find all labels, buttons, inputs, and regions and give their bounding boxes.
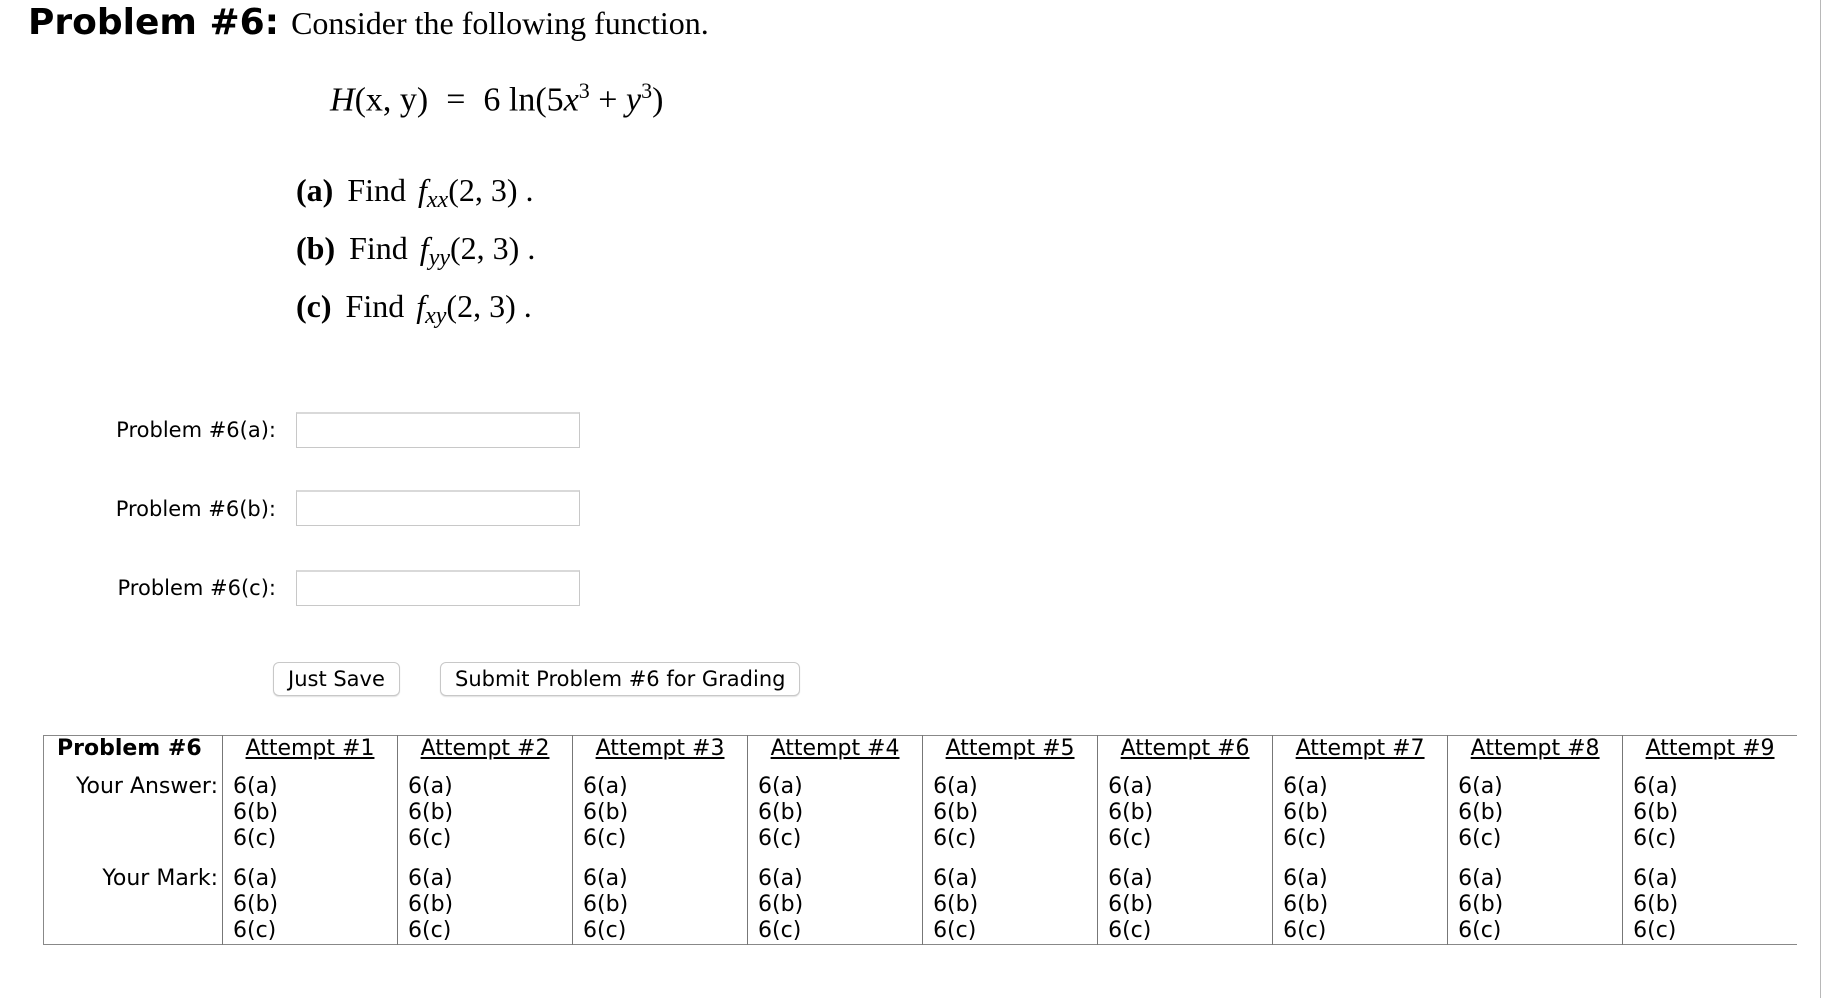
your-answer-label: Your Answer: [75, 774, 218, 799]
attempt-8-answer-cell [1448, 772, 1623, 864]
cell-line-b: 6(b) [1458, 800, 1504, 825]
cell-line-b: 6(b) [583, 892, 629, 917]
cell-line-a: 6(a) [408, 774, 453, 799]
cell-line-c: 6(c) [233, 918, 277, 943]
part-label: (c) [296, 288, 332, 324]
formula-plus: + [589, 81, 626, 119]
cell-line-b: 6(b) [758, 800, 804, 825]
part-verb: Find [345, 288, 405, 324]
cell-line-a: 6(a) [583, 866, 628, 891]
attempt-link-7[interactable]: Attempt #7 [1295, 736, 1425, 761]
cell-line-c: 6(c) [1283, 826, 1327, 851]
cell-line-b: 6(b) [1633, 892, 1679, 917]
attempt-link-8[interactable]: Attempt #8 [1470, 736, 1600, 761]
attempt-header-1 [223, 736, 398, 773]
cell-line-a: 6(a) [233, 866, 278, 891]
cell-line-c: 6(c) [758, 826, 802, 851]
problem-heading [28, 2, 709, 43]
formula-x: x [563, 81, 579, 119]
cell-line-b: 6(b) [933, 800, 979, 825]
cell-line-a: 6(a) [1458, 774, 1503, 799]
attempt-header-4 [748, 736, 923, 773]
cell-line-c: 6(c) [1283, 918, 1327, 943]
attempt-1-mark-cell [223, 864, 398, 945]
submit-problem-button[interactable]: Submit Problem #6 for Grading [440, 662, 800, 696]
attempt-9-mark-cell [1623, 864, 1797, 945]
cell-line-b: 6(b) [233, 892, 279, 917]
cell-line-a: 6(a) [408, 866, 453, 891]
attempts-corner-label: Problem #6 [57, 736, 202, 761]
attempt-5-mark-cell [923, 864, 1098, 945]
cell-line-a: 6(a) [758, 866, 803, 891]
cell-line-c: 6(c) [933, 918, 977, 943]
your-mark-row [44, 864, 1798, 945]
cell-line-b: 6(b) [233, 800, 279, 825]
part-a-prompt [296, 172, 534, 214]
cell-line-c: 6(c) [758, 918, 802, 943]
cell-line-a: 6(a) [758, 774, 803, 799]
cell-line-b: 6(b) [1458, 892, 1504, 917]
cell-line-b: 6(b) [1633, 800, 1679, 825]
cell-line-a: 6(a) [1458, 866, 1503, 891]
cell-line-a: 6(a) [1108, 774, 1153, 799]
attempt-header-6 [1098, 736, 1273, 773]
function-formula [330, 78, 663, 119]
cell-line-b: 6(b) [1108, 800, 1154, 825]
part-c-prompt [296, 288, 532, 330]
formula-x-exponent: 3 [578, 78, 590, 103]
cell-line-a: 6(a) [1633, 866, 1678, 891]
answer-a-input[interactable] [296, 412, 580, 448]
formula-y-exponent: 3 [641, 78, 653, 103]
attempt-header-7 [1273, 736, 1448, 773]
cell-line-c: 6(c) [1633, 918, 1677, 943]
part-args: (2, 3) . [446, 288, 532, 324]
part-subscript: xx [426, 187, 449, 213]
formula-coefficient: 6 ln(5 [483, 81, 564, 119]
attempt-link-3[interactable]: Attempt #3 [595, 736, 725, 761]
cell-line-b: 6(b) [583, 800, 629, 825]
attempt-7-mark-cell [1273, 864, 1448, 945]
cell-line-a: 6(a) [1633, 774, 1678, 799]
cell-line-a: 6(a) [933, 866, 978, 891]
part-label: (b) [296, 230, 336, 266]
page-right-border [1820, 0, 1821, 998]
part-verb: Find [349, 230, 408, 266]
answer-b-label: Problem #6(b): [115, 497, 276, 521]
answer-b-input[interactable] [296, 490, 580, 526]
part-verb: Find [347, 172, 406, 208]
attempt-header-8 [1448, 736, 1623, 773]
attempt-link-1[interactable]: Attempt #1 [245, 736, 375, 761]
problem-intro: Consider the following function. [291, 5, 709, 41]
cell-line-b: 6(b) [1283, 892, 1329, 917]
your-answer-row [44, 772, 1798, 864]
attempt-link-5[interactable]: Attempt #5 [945, 736, 1075, 761]
part-fn: f [416, 288, 426, 324]
attempt-link-6[interactable]: Attempt #6 [1120, 736, 1250, 761]
formula-fn-name: H [330, 81, 355, 119]
your-mark-label: Your Mark: [102, 866, 218, 891]
cell-line-a: 6(a) [1108, 866, 1153, 891]
cell-line-a: 6(a) [233, 774, 278, 799]
cell-line-b: 6(b) [408, 892, 454, 917]
attempt-4-mark-cell [748, 864, 923, 945]
attempt-6-answer-cell [1098, 772, 1273, 864]
cell-line-b: 6(b) [1283, 800, 1329, 825]
formula-y: y [625, 81, 642, 119]
problem-number: Problem #6: [28, 2, 280, 43]
cell-line-a: 6(a) [1283, 774, 1328, 799]
attempt-8-mark-cell [1448, 864, 1623, 945]
cell-line-c: 6(c) [1458, 826, 1502, 851]
attempts-table [43, 735, 1797, 945]
cell-line-c: 6(c) [1108, 918, 1152, 943]
part-label: (a) [296, 172, 334, 208]
answer-a-label: Problem #6(a): [116, 418, 276, 442]
attempt-3-mark-cell [573, 864, 748, 945]
cell-line-c: 6(c) [1633, 826, 1677, 851]
attempt-1-answer-cell [223, 772, 398, 864]
formula-args: (x, y) [354, 81, 429, 119]
cell-line-a: 6(a) [583, 774, 628, 799]
cell-line-c: 6(c) [408, 918, 452, 943]
part-fn: f [418, 172, 427, 208]
cell-line-c: 6(c) [933, 826, 977, 851]
attempt-9-answer-cell [1623, 772, 1797, 864]
attempt-3-answer-cell [573, 772, 748, 864]
attempt-header-2 [398, 736, 573, 773]
cell-line-c: 6(c) [1108, 826, 1152, 851]
cell-line-c: 6(c) [583, 918, 627, 943]
part-subscript: yy [428, 245, 450, 271]
cell-line-b: 6(b) [408, 800, 454, 825]
answer-c-input[interactable] [296, 570, 580, 606]
attempt-header-3 [573, 736, 748, 773]
attempt-7-answer-cell [1273, 772, 1448, 864]
cell-line-c: 6(c) [408, 826, 452, 851]
attempt-2-answer-cell [398, 772, 573, 864]
attempt-link-2[interactable]: Attempt #2 [420, 736, 550, 761]
attempt-6-mark-cell [1098, 864, 1273, 945]
part-b-prompt [296, 230, 535, 272]
part-args: (2, 3) . [450, 230, 536, 266]
attempt-5-answer-cell [923, 772, 1098, 864]
cell-line-a: 6(a) [1283, 866, 1328, 891]
attempt-header-9 [1623, 736, 1797, 773]
attempt-link-4[interactable]: Attempt #4 [770, 736, 900, 761]
part-subscript: xy [425, 303, 447, 329]
cell-line-b: 6(b) [758, 892, 804, 917]
part-args: (2, 3) . [448, 172, 534, 208]
formula-close: ) [652, 81, 664, 119]
cell-line-b: 6(b) [933, 892, 979, 917]
answer-c-label: Problem #6(c): [117, 576, 276, 600]
attempt-2-mark-cell [398, 864, 573, 945]
part-fn: f [419, 230, 429, 266]
attempt-header-5 [923, 736, 1098, 773]
cell-line-c: 6(c) [1458, 918, 1502, 943]
formula-equals: = [446, 81, 466, 119]
cell-line-b: 6(b) [1108, 892, 1154, 917]
cell-line-a: 6(a) [933, 774, 978, 799]
attempt-4-answer-cell [748, 772, 923, 864]
cell-line-c: 6(c) [583, 826, 627, 851]
cell-line-c: 6(c) [233, 826, 277, 851]
just-save-button[interactable]: Just Save [273, 662, 400, 696]
attempt-link-9[interactable]: Attempt #9 [1645, 736, 1775, 761]
attempts-header-row [44, 736, 1798, 773]
